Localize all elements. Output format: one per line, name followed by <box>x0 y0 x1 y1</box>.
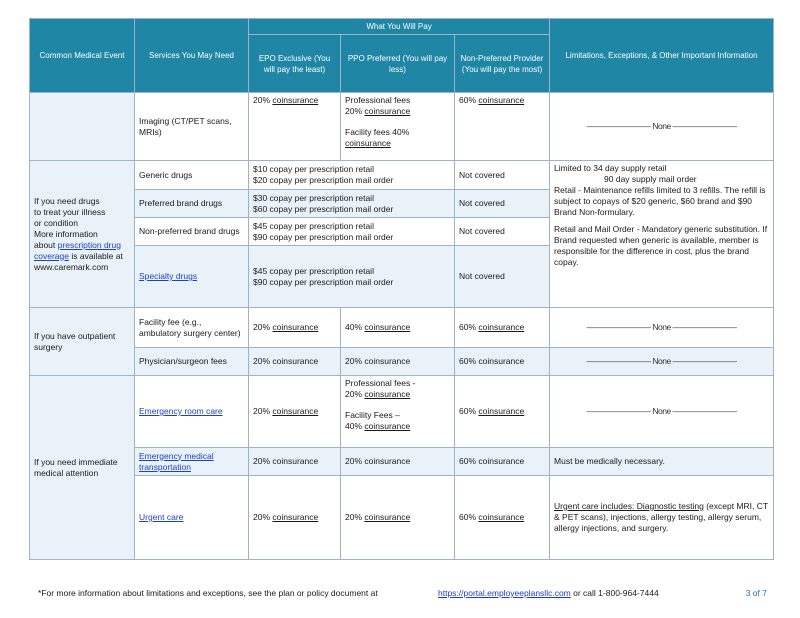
limitations-cell: Must be medically necessary. <box>550 448 774 476</box>
non-preferred-cell: 60% coinsurance <box>455 348 550 376</box>
non-preferred-cell: 60% coinsurance <box>455 308 550 348</box>
event-drugs: If you need drugs to treat your illness or condition More information about prescription drug coverage is available at www.caremark.com <box>30 161 135 308</box>
prescription-coverage-link[interactable]: prescription drug coverage <box>34 239 121 261</box>
table-row <box>30 448 774 476</box>
header-what-you-pay: What You Will Pay <box>249 19 550 35</box>
epo-cell: 20% coinsurance <box>249 376 341 448</box>
copay-cell: $30 copay per prescription retail $60 copay per prescription mail order <box>249 190 455 218</box>
table-row <box>30 93 774 161</box>
specialty-drugs-link[interactable]: Specialty drugs <box>139 271 198 281</box>
table-row <box>30 308 774 348</box>
service-emergency-room <box>135 376 249 448</box>
table-row <box>30 376 774 448</box>
ppo-cell: Professional fees - 20% coinsurance Facility Fees – 40% coinsurance <box>341 376 455 448</box>
service-urgent-care <box>135 476 249 560</box>
header-services: Services You May Need <box>135 19 249 93</box>
non-preferred-cell: 60% coinsurance <box>455 476 550 560</box>
header-ppo: PPO Preferred (You will pay less) <box>341 35 455 93</box>
service-non-preferred-brand: Non-preferred brand drugs <box>135 218 249 246</box>
limitations-cell: ———————— None ———————— <box>550 376 774 448</box>
epo-cell: 20% coinsurance <box>249 308 341 348</box>
service-generic: Generic drugs <box>135 161 249 190</box>
event-cell-empty <box>30 93 135 161</box>
table-row <box>30 161 774 190</box>
copay-cell: $10 copay per prescription retail $20 copay per prescription mail order <box>249 161 455 190</box>
service-imaging: Imaging (CT/PET scans, MRIs) <box>135 93 249 161</box>
ppo-cell: 40% coinsurance <box>341 308 455 348</box>
header-non-preferred: Non-Preferred Provider (You will pay the most) <box>455 35 550 93</box>
portal-link[interactable]: https://portal.employeeplansllc.com <box>438 588 571 598</box>
non-preferred-cell: Not covered <box>455 218 550 246</box>
limitations-cell: ———————— None ———————— <box>550 308 774 348</box>
footer-call: or call 1-800-964-7444 <box>573 588 659 598</box>
table-row <box>30 348 774 376</box>
limitations-cell: ———————— None ———————— <box>550 93 774 161</box>
non-preferred-cell: 60% coinsurance <box>455 93 550 161</box>
limitations-cell: Urgent care includes: Diagnostic testing (except MRI, CT & PET scans), injections, allergy testing, allergy serum, allergy injections, and surgery. <box>550 476 774 560</box>
service-preferred-brand: Preferred brand drugs <box>135 190 249 218</box>
epo-cell: 20% coinsurance <box>249 448 341 476</box>
drug-limitations: Limited to 34 day supply retail 90 day supply mail order Retail - Maintenance refills limited to 3 refills. The refill is subject to copays of $20 generic, $60 brand and $90 Brand Non-formulary. Retail and Mail Order - Mandatory generic substitution. If Brand requested when generic is available, member is responsible for the difference in cost, plus the brand copay. <box>550 161 774 308</box>
ppo-cell: Professional fees 20% coinsurance Facility fees 40% coinsurance <box>341 93 455 161</box>
urgent-care-link[interactable]: Urgent care <box>139 512 184 522</box>
epo-cell: 20% coinsurance <box>249 348 341 376</box>
ppo-cell: 20% coinsurance <box>341 448 455 476</box>
service-facility-fee: Facility fee (e.g., ambulatory surgery center) <box>135 308 249 348</box>
header-limitations: Limitations, Exceptions, & Other Important Information <box>550 19 774 93</box>
non-preferred-cell: Not covered <box>455 190 550 218</box>
service-transportation <box>135 448 249 476</box>
service-specialty <box>135 246 249 308</box>
non-preferred-cell: 60% coinsurance <box>455 376 550 448</box>
limitations-cell: ———————— None ———————— <box>550 348 774 376</box>
header-common-event: Common Medical Event <box>30 19 135 93</box>
page-number: 3 of 7 <box>745 588 767 598</box>
emergency-transport-link[interactable]: Emergency medical transportation <box>139 450 214 472</box>
copay-cell: $45 copay per prescription retail $90 copay per prescription mail order <box>249 246 455 308</box>
header-epo: EPO Exclusive (You will pay the least) <box>249 35 341 93</box>
event-outpatient: If you have outpatient surgery <box>30 308 135 376</box>
coverage-table <box>29 18 774 560</box>
copay-cell: $45 copay per prescription retail $90 copay per prescription mail order <box>249 218 455 246</box>
table-row <box>30 476 774 560</box>
non-preferred-cell: Not covered <box>455 161 550 190</box>
non-preferred-cell: 60% coinsurance <box>455 448 550 476</box>
epo-cell: 20% coinsurance <box>249 93 341 161</box>
footer-note: *For more information about limitations and exceptions, see the plan or policy document at <box>38 588 378 598</box>
event-emergency: If you need immediate medical attention <box>30 376 135 560</box>
emergency-room-link[interactable]: Emergency room care <box>139 406 223 416</box>
footer-link-group <box>438 588 659 598</box>
service-physician-fees: Physician/surgeon fees <box>135 348 249 376</box>
non-preferred-cell: Not covered <box>455 246 550 308</box>
ppo-cell: 20% coinsurance <box>341 348 455 376</box>
epo-cell: 20% coinsurance <box>249 476 341 560</box>
ppo-cell: 20% coinsurance <box>341 476 455 560</box>
